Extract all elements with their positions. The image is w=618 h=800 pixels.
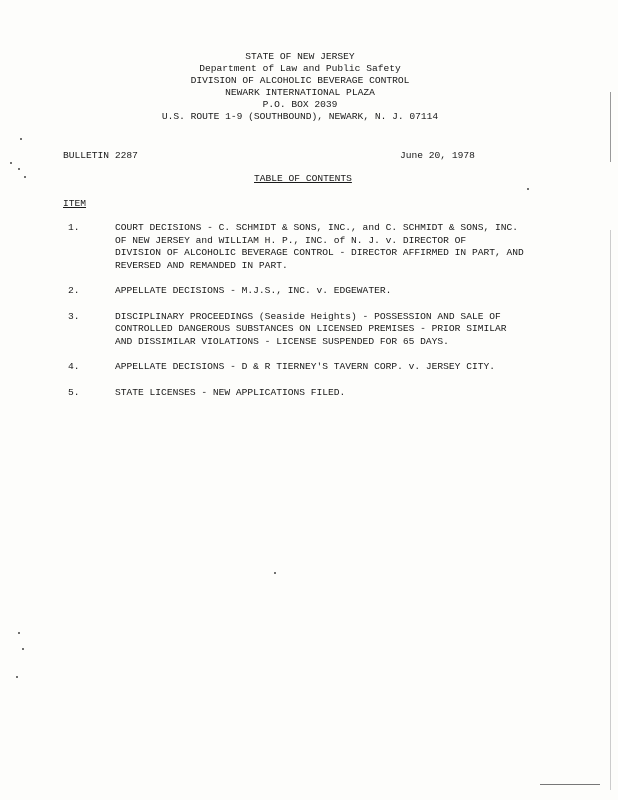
toc-title: TABLE OF CONTENTS <box>254 173 352 184</box>
item-text <box>115 285 555 298</box>
scan-speck <box>20 138 22 140</box>
scan-speck <box>24 176 26 178</box>
scan-edge-line <box>610 230 611 790</box>
bulletin-number: BULLETIN 2287 <box>63 150 138 161</box>
item-text <box>115 311 555 349</box>
scan-speck <box>527 188 529 190</box>
item-line: DISCIPLINARY PROCEEDINGS (Seaside Heights) - POSSESSION AND SALE OF <box>115 310 501 322</box>
bulletin-date: June 20, 1978 <box>400 150 475 161</box>
scan-speck <box>274 572 276 574</box>
item-text <box>115 387 555 400</box>
item-heading: ITEM <box>63 198 87 209</box>
letterhead-line: DIVISION OF ALCOHOLIC BEVERAGE CONTROL <box>190 75 410 86</box>
scan-edge-line <box>610 92 611 162</box>
item-line: STATE LICENSES - NEW APPLICATIONS FILED. <box>115 386 346 398</box>
item-number: 3. <box>68 310 80 322</box>
item-number: 4. <box>68 361 80 372</box>
item-number: 5. <box>68 386 80 398</box>
item-line: APPELLATE DECISIONS - M.J.S., INC. v. EDGEWATER. <box>115 285 392 296</box>
letterhead-line: STATE OF NEW JERSEY <box>245 51 355 62</box>
item-line: DIVISION OF ALCOHOLIC BEVERAGE CONTROL - DIRECTOR AFFIRMED IN PART, AND <box>115 247 524 258</box>
toc-item <box>63 222 563 272</box>
letterhead-line: U.S. ROUTE 1-9 (SOUTHBOUND), NEWARK, N. J. 07114 <box>161 111 439 122</box>
letterhead <box>150 51 450 123</box>
toc-item <box>63 311 563 349</box>
item-text <box>115 361 555 374</box>
toc-list <box>63 222 563 412</box>
scan-speck <box>18 632 20 634</box>
toc-item <box>63 285 563 298</box>
scan-speck <box>10 162 12 164</box>
item-line: REVERSED AND REMANDED IN PART. <box>115 259 288 271</box>
scan-speck <box>16 676 18 678</box>
item-line: APPELLATE DECISIONS - D & R TIERNEY'S TAVERN CORP. v. JERSEY CITY. <box>115 361 495 372</box>
letterhead-line: Department of Law and Public Safety <box>199 63 401 74</box>
toc-item <box>63 387 563 400</box>
item-line: OF NEW JERSEY and WILLIAM H. P., INC. of N. J. v. DIRECTOR OF <box>115 234 467 246</box>
item-line: AND DISSIMILAR VIOLATIONS - LICENSE SUSPENDED FOR 65 DAYS. <box>115 335 449 347</box>
item-text <box>115 222 555 272</box>
toc-item <box>63 361 563 374</box>
scan-speck <box>22 648 24 650</box>
scan-speck <box>18 168 20 170</box>
item-number: 1. <box>68 222 80 233</box>
item-line: CONTROLLED DANGEROUS SUBSTANCES ON LICENSED PREMISES - PRIOR SIMILAR <box>115 323 507 334</box>
scan-edge-mark <box>540 784 600 785</box>
letterhead-line: P.O. BOX 2039 <box>262 99 338 110</box>
item-number: 2. <box>68 285 80 296</box>
item-line: COURT DECISIONS - C. SCHMIDT & SONS, INC., and C. SCHMIDT & SONS, INC. <box>115 222 519 233</box>
letterhead-line: NEWARK INTERNATIONAL PLAZA <box>225 87 375 98</box>
